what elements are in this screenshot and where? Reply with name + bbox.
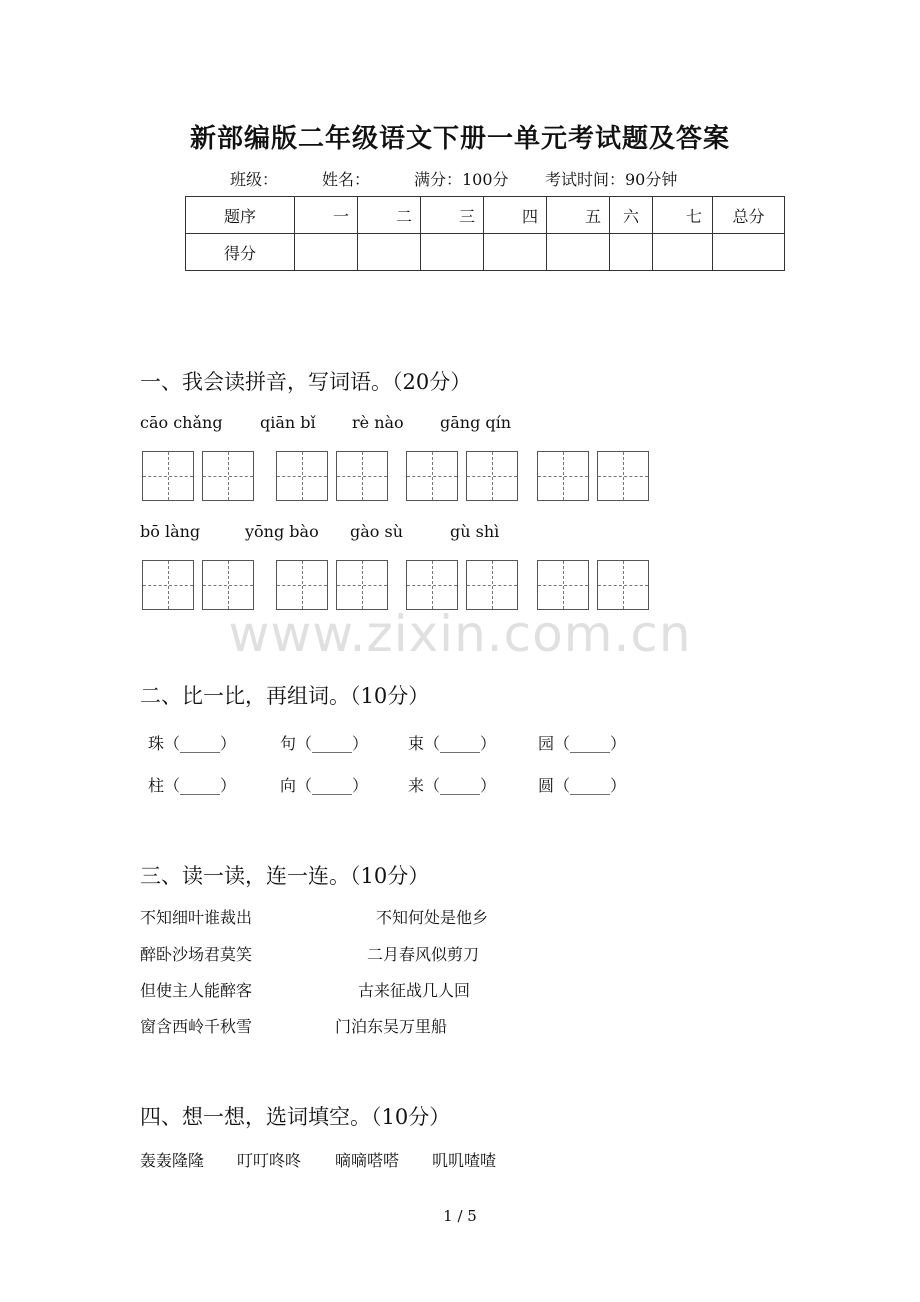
writing-box[interactable]: [466, 451, 518, 501]
pinyin-item: qiān bǐ: [260, 413, 316, 432]
writing-box[interactable]: [142, 560, 194, 610]
word-option: 叮叮咚咚: [237, 1151, 302, 1170]
compare-item: 圆（_____）: [538, 776, 627, 795]
writing-box[interactable]: [142, 451, 194, 501]
writing-box[interactable]: [406, 451, 458, 501]
score-cell[interactable]: [358, 234, 421, 271]
score-cell[interactable]: [295, 234, 358, 271]
writing-box[interactable]: [276, 560, 328, 610]
score-cell[interactable]: [610, 234, 653, 271]
writing-box[interactable]: [537, 451, 589, 501]
score-cell[interactable]: [421, 234, 484, 271]
header-cell: 题序: [186, 197, 295, 234]
score-table: [185, 196, 785, 271]
compare-item: 来（_____）: [408, 776, 497, 795]
header-cell: 四: [484, 197, 547, 234]
pinyin-item: gào sù: [350, 522, 404, 541]
score-table-score-row: [186, 234, 785, 271]
writing-box[interactable]: [336, 451, 388, 501]
pinyin-item: cāo chǎng: [140, 413, 223, 432]
poem-left-line: 不知细叶谁裁出: [140, 908, 253, 927]
full-score: 满分：100分: [414, 170, 509, 189]
page-title: 新部编版二年级语文下册一单元考试题及答案: [189, 124, 730, 154]
word-option: 轰轰隆隆: [140, 1151, 205, 1170]
score-cell[interactable]: [713, 234, 785, 271]
word-option: 嘀嘀嗒嗒: [335, 1151, 400, 1170]
writing-box[interactable]: [597, 451, 649, 501]
poem-left-line: 窗含西岭千秋雪: [140, 1017, 253, 1036]
writing-box[interactable]: [597, 560, 649, 610]
row-label: 得分: [186, 234, 295, 271]
pinyin-item: yōng bào: [245, 522, 319, 541]
header-cell: 七: [653, 197, 713, 234]
name-label: 姓名：: [322, 170, 371, 189]
pinyin-item: rè nào: [352, 413, 404, 432]
header-cell: 一: [295, 197, 358, 234]
section3-heading: 三、读一读，连一连。（10分）: [140, 864, 430, 888]
pinyin-item: gāng qín: [440, 413, 512, 432]
section2-heading: 二、比一比，再组词。（10分）: [140, 684, 430, 708]
writing-box[interactable]: [276, 451, 328, 501]
pinyin-item: gù shì: [450, 522, 500, 541]
writing-box[interactable]: [202, 560, 254, 610]
compare-item: 园（_____）: [538, 734, 627, 753]
page-number: 1 / 5: [443, 1207, 477, 1225]
compare-item: 句（_____）: [280, 734, 369, 753]
section4-heading: 四、想一想，选词填空。（10分）: [140, 1105, 451, 1129]
score-cell[interactable]: [547, 234, 610, 271]
poem-right-line: 不知何处是他乡: [376, 908, 489, 927]
header-cell: 二: [358, 197, 421, 234]
exam-time: 考试时间：90分钟: [545, 170, 678, 189]
compare-item: 束（_____）: [408, 734, 497, 753]
compare-item: 珠（_____）: [148, 734, 237, 753]
pinyin-item: bō làng: [140, 522, 201, 541]
word-option: 叽叽喳喳: [432, 1151, 497, 1170]
header-cell: 六: [610, 197, 653, 234]
writing-box[interactable]: [537, 560, 589, 610]
poem-left-line: 醉卧沙场君莫笑: [140, 945, 253, 964]
poem-right-line: 门泊东吴万里船: [335, 1017, 448, 1036]
writing-box[interactable]: [406, 560, 458, 610]
writing-box[interactable]: [466, 560, 518, 610]
header-cell: 五: [547, 197, 610, 234]
class-label: 班级：: [230, 170, 279, 189]
writing-box[interactable]: [336, 560, 388, 610]
score-cell[interactable]: [653, 234, 713, 271]
watermark: www.zixin.com.cn: [228, 605, 692, 663]
poem-right-line: 古来征战几人回: [358, 981, 471, 1000]
compare-item: 柱（_____）: [148, 776, 237, 795]
score-table-header-row: [186, 197, 785, 234]
poem-left-line: 但使主人能醉客: [140, 981, 253, 1000]
score-cell[interactable]: [484, 234, 547, 271]
poem-right-line: 二月春风似剪刀: [367, 945, 480, 964]
writing-box[interactable]: [202, 451, 254, 501]
header-cell: 总分: [713, 197, 785, 234]
section1-heading: 一、我会读拼音，写词语。（20分）: [140, 370, 472, 394]
compare-item: 向（_____）: [280, 776, 369, 795]
header-cell: 三: [421, 197, 484, 234]
